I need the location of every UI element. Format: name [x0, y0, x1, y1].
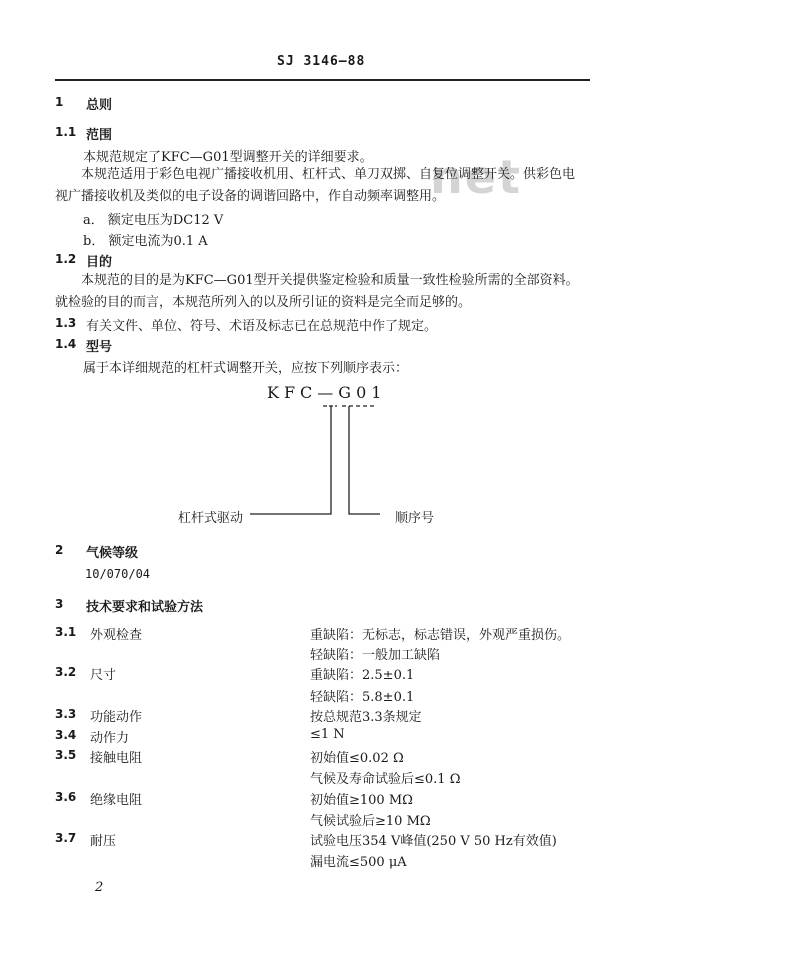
spec-3-1-line-1: 重缺陷：无标志，标志错误，外观严重损伤。 — [310, 628, 571, 643]
section-1-2-title: 目的 — [86, 255, 113, 270]
spec-3-2-line-2: 轻缺陷：5.8±0.1 — [310, 690, 415, 705]
section-1-1-paragraph-1: 本规范规定了KFC—G01型调整开关的详细要求。 — [83, 150, 373, 165]
section-1-1-paragraph-2-text: 本规范适用于彩色电视广播接收机用、杠杆式、单刀双掷、自复位调整开关。供彩色电视广播接收机及类似的电子设备的调谐回路中，作自动频率调整用。 — [55, 167, 576, 204]
section-1-title: 总则 — [86, 98, 113, 113]
spec-3-1-number: 3.1 — [55, 625, 77, 639]
climate-category: 10/070/04 — [85, 567, 151, 581]
section-3-number: 3 — [55, 597, 64, 611]
page-number: 2 — [95, 880, 104, 895]
section-1-1-title: 范围 — [86, 128, 113, 143]
spec-3-6-line-1: 初始值≥100 MΩ — [310, 793, 413, 808]
spec-3-1-line-2: 轻缺陷：一般加工缺陷 — [310, 648, 441, 663]
spec-3-5-item: 接触电阻 — [90, 751, 143, 766]
section-1-2-paragraph-text: 本规范的目的是为KFC—G01型开关提供鉴定检验和质量一致性检验所需的全部资料。就检验的目的而言，本规范所列入的以及所引证的资料是完全而足够的。 — [55, 273, 579, 310]
watermark: net — [430, 150, 522, 204]
label-lever-drive: 杠杆式驱动 — [178, 511, 244, 526]
spec-3-6-line-2: 气候试验后≥10 MΩ — [310, 814, 431, 829]
label-sequence-number: 顺序号 — [395, 511, 435, 526]
section-1-4-paragraph: 属于本详细规范的杠杆式调整开关，应按下列顺序表示： — [83, 361, 409, 376]
section-1-3-text: 有关文件、单位、符号、术语及标志已在总规范中作了规定。 — [86, 319, 438, 334]
section-1-1-number: 1.1 — [55, 125, 77, 139]
spec-3-3-item: 功能动作 — [90, 710, 143, 725]
spec-3-6-item: 绝缘电阻 — [90, 793, 143, 808]
spec-3-4-line-1: ≤1 N — [310, 727, 345, 742]
spec-3-3-number: 3.3 — [55, 707, 77, 721]
spec-3-6-number: 3.6 — [55, 790, 77, 804]
document-code: SJ 3146—88 — [277, 54, 366, 69]
spec-3-2-line-1: 重缺陷：2.5±0.1 — [310, 668, 415, 683]
spec-3-5-line-2: 气候及寿命试验后≤0.1 Ω — [310, 772, 461, 787]
spec-3-2-item: 尺寸 — [90, 668, 117, 683]
spec-3-3-line-1: 按总规范3.3条规定 — [310, 710, 422, 725]
spec-3-7-line-2: 漏电流≤500 μA — [310, 855, 407, 870]
model-code: KFC—G01 — [267, 383, 387, 402]
spec-3-7-number: 3.7 — [55, 831, 77, 845]
section-1-number: 1 — [55, 95, 64, 109]
spec-3-4-item: 动作力 — [90, 731, 130, 746]
section-1-4-title: 型号 — [86, 340, 113, 355]
spec-3-2-number: 3.2 — [55, 665, 77, 679]
spec-3-7-item: 耐压 — [90, 834, 117, 849]
section-3-title: 技术要求和试验方法 — [86, 600, 204, 615]
section-1-4-number: 1.4 — [55, 337, 77, 351]
section-2-title: 气候等级 — [86, 546, 139, 561]
section-2-number: 2 — [55, 543, 64, 557]
spec-3-1-item: 外观检查 — [90, 628, 143, 643]
spec-3-7-line-1: 试验电压354 V峰值(250 V 50 Hz有效值) — [310, 834, 557, 849]
section-1-3-number: 1.3 — [55, 316, 77, 330]
section-1-2-number: 1.2 — [55, 252, 77, 266]
spec-3-5-line-1: 初始值≤0.02 Ω — [310, 751, 404, 766]
spec-3-4-number: 3.4 — [55, 728, 77, 742]
leader-right — [349, 406, 380, 514]
leader-left — [250, 406, 331, 514]
rated-voltage: a． 额定电压为DC12 V — [83, 213, 224, 228]
spec-3-5-number: 3.5 — [55, 748, 77, 762]
rated-current: b． 额定电流为0.1 A — [83, 234, 208, 249]
